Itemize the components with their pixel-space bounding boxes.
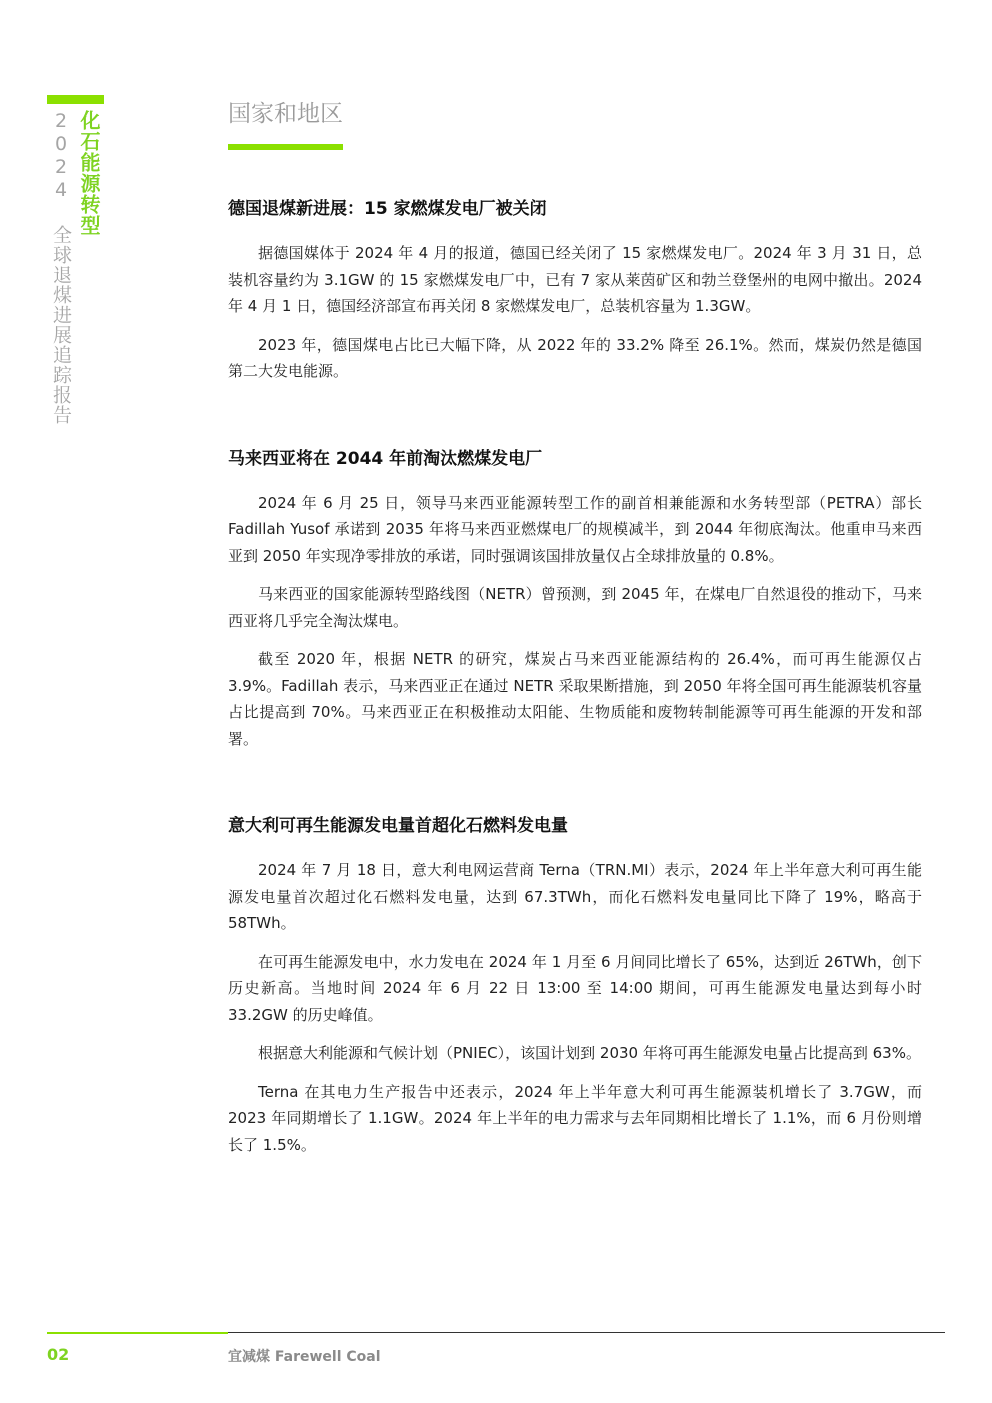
article-paragraph: 2024 年 6 月 25 日，领导马来西亚能源转型工作的副首相兼能源和水务转型部（PETRA）部长 Fadillah Yusof 承诺到 2035 年将马来西亚燃煤电厂的规模减半，到 2044 年彻底淘汰。他重申马来西亚到 2050 年实现净零排放的承诺，同时强调该国排放量仅占全球排放量的 0.8%。 [228, 493, 922, 565]
article-germany [228, 197, 922, 385]
article-malaysia [228, 447, 922, 753]
main-content [228, 197, 922, 1220]
sidebar-subtitle: 2024 全球退煤进展追踪报告 [50, 110, 72, 425]
footer-accent-line [47, 1332, 228, 1334]
article-heading: 意大利可再生能源发电量首超化石燃料发电量 [228, 816, 568, 836]
sidebar-title: 化石能源转型 [77, 110, 101, 236]
page-number: 02 [47, 1345, 70, 1364]
article-paragraph: 2024 年 7 月 18 日，意大利电网运营商 Terna（TRN.MI）表示，2024 年上半年意大利可再生能源发电量首次超过化石燃料发电量，达到 67.3TWh，而化石燃料发电量同比下降了 19%，略高于 58TWh。 [228, 861, 922, 932]
section-label-underline [228, 144, 343, 150]
article-heading: 德国退煤新进展：15 家燃煤发电厂被关闭 [228, 199, 547, 219]
article-paragraph: 截至 2020 年，根据 NETR 的研究，煤炭占马来西亚能源结构的 26.4%，而可再生能源仅占 3.9%。Fadillah 表示，马来西亚正在通过 NETR 采取果断措施，到 2050 年将全国可再生能源装机容量占比提高到 70%。马来西亚正在积极推动太阳能、生物质能和废物转制能源等可再生能源的开发和部署。 [228, 650, 922, 748]
article-paragraph: Terna 在其电力生产报告中还表示，2024 年上半年意大利可再生能源装机增长了 3.7GW，而 2023 年同期增长了 1.1GW。2024 年上半年的电力需求与去年同期相比增长了 1.1%，而 6 月份则增长了 1.5%。 [228, 1082, 922, 1154]
article-italy [228, 814, 922, 1158]
article-paragraph: 据德国媒体于 2024 年 4 月的报道，德国已经关闭了 15 家燃煤发电厂。2024 年 3 月 31 日，总装机容量约为 3.1GW 的 15 家燃煤发电厂中，已有 7 家从莱茵矿区和勃兰登堡州的电网中撤出。2024 年 4 月 1 日，德国经济部宣布再关闭 8 家燃煤发电厂，总装机容量为 1.3GW。 [228, 244, 922, 315]
article-paragraph: 在可再生能源发电中，水力发电在 2024 年 1 月至 6 月间同比增长了 65%，达到近 26TWh，创下历史新高。当地时间 2024 年 6 月 22 日 13:00 至 14:00 期间，可再生能源发电量达到每小时 33.2GW 的历史峰值。 [228, 952, 922, 1024]
article-paragraph: 马来西亚的国家能源转型路线图（NETR）曾预测，到 2045 年，在煤电厂自然退役的推动下，马来西亚将几乎完全淘汰煤电。 [228, 585, 922, 630]
article-heading: 马来西亚将在 2044 年前淘汰燃煤发电厂 [228, 448, 543, 469]
footer-divider [228, 1332, 945, 1333]
footer-brand: 宜减煤 Farewell Coal [228, 1349, 381, 1365]
sidebar-accent-bar [47, 95, 104, 104]
section-label: 国家和地区 [228, 101, 343, 127]
article-paragraph: 2023 年，德国煤电占比已大幅下降，从 2022 年的 33.2% 降至 26.1%。然而，煤炭仍然是德国第二大发电能源。 [228, 335, 922, 380]
article-paragraph: 根据意大利能源和气候计划（PNIEC），该国计划到 2030 年将可再生能源发电量占比提高到 63%。 [258, 1044, 921, 1062]
